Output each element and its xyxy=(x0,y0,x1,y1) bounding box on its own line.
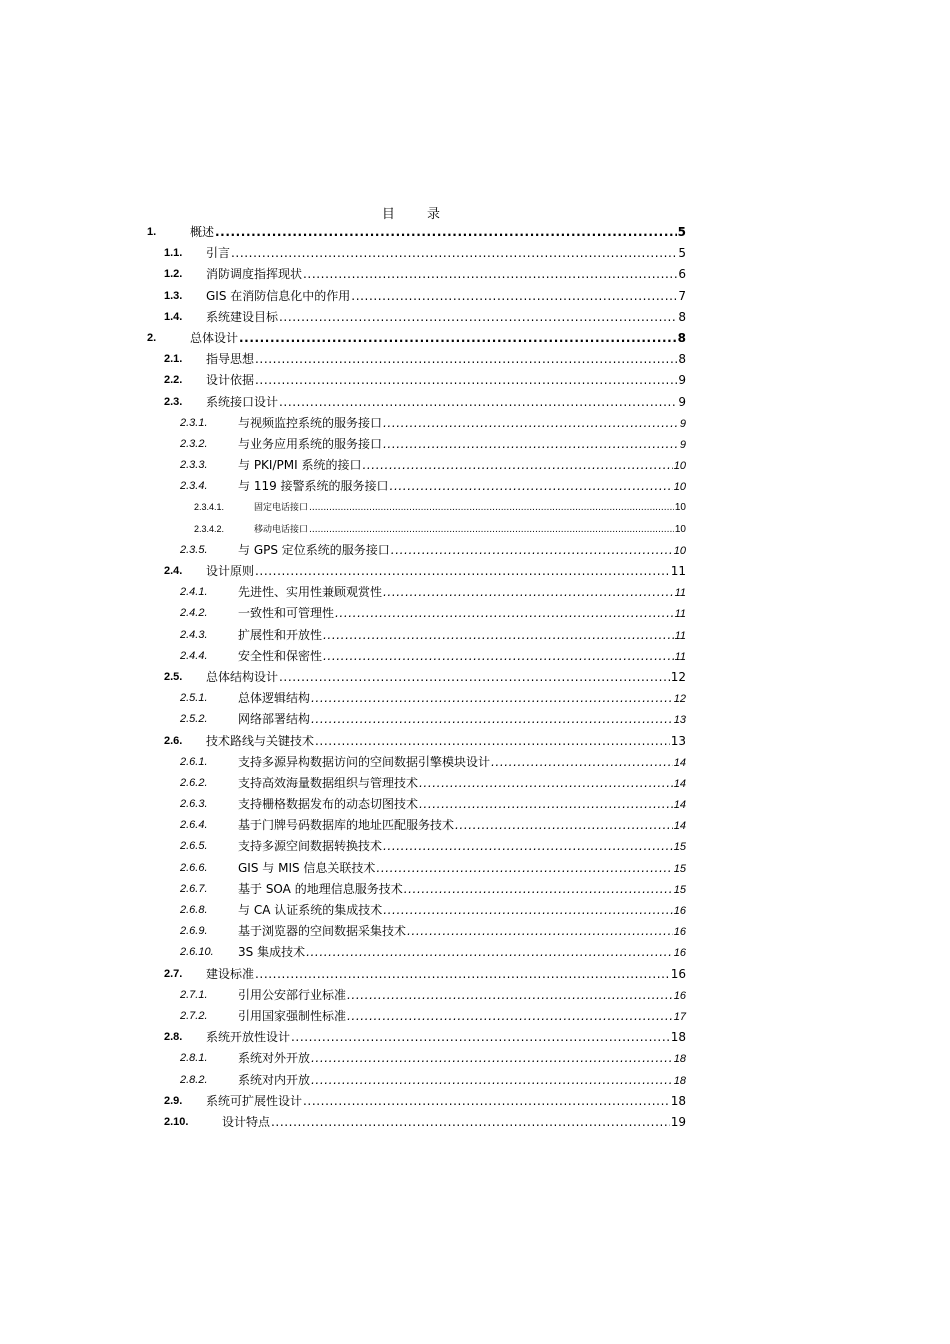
toc-entry[interactable] xyxy=(0,1006,950,1027)
toc-entry-page: 18 xyxy=(673,1053,686,1066)
toc-entry-line xyxy=(238,942,686,964)
toc-entry-number: 2.3. xyxy=(164,395,183,408)
dot-leader xyxy=(215,222,677,243)
toc-entry-page: 5 xyxy=(677,225,686,239)
dot-leader xyxy=(311,709,673,730)
toc-entry-number: 1.3. xyxy=(164,289,183,302)
toc-entry-number: 2.7.2. xyxy=(180,1009,208,1022)
toc-entry-page: 9 xyxy=(678,394,686,409)
toc-entry-number: 2.6.6. xyxy=(180,861,208,874)
toc-entry-text: GIS 在消防信息化中的作用 xyxy=(206,288,351,303)
toc-entry-page: 11 xyxy=(674,650,686,663)
toc-entry-text: 总体结构设计 xyxy=(206,669,279,684)
toc-entry-page: 16 xyxy=(673,926,686,939)
toc-entry-text: 基于门牌号码数据库的地址匹配服务技术 xyxy=(238,818,455,833)
dot-leader xyxy=(404,879,673,900)
dot-leader xyxy=(255,964,670,985)
toc-entry-line xyxy=(238,625,686,647)
dot-leader xyxy=(383,434,679,455)
dot-leader xyxy=(303,1091,670,1112)
toc-entry-line xyxy=(238,476,686,498)
toc-entry-text: 设计特点 xyxy=(222,1114,271,1129)
toc-entry[interactable] xyxy=(0,942,950,963)
toc-entry-number: 2.6.7. xyxy=(180,882,208,895)
toc-entry-text: 系统可扩展性设计 xyxy=(206,1093,303,1108)
dot-leader xyxy=(291,1027,670,1048)
toc-entry-text: 先进性、实用性兼顾观赏性 xyxy=(238,585,383,600)
toc-entry-line xyxy=(238,1006,686,1028)
toc-entry[interactable] xyxy=(0,773,950,794)
toc-entry-number: 2.4.1. xyxy=(180,586,208,599)
toc-entry-page: 10 xyxy=(673,544,686,557)
toc-entry-number: 2.6.3. xyxy=(180,798,208,811)
dot-leader xyxy=(383,582,674,603)
toc-entry-text: 系统对内开放 xyxy=(238,1072,311,1087)
toc-entry-line xyxy=(238,603,686,625)
toc-entry-text: 总体设计 xyxy=(190,330,239,345)
toc-entry[interactable] xyxy=(0,1112,950,1133)
toc-entry-line xyxy=(238,646,686,668)
dot-leader xyxy=(391,540,673,561)
toc-entry[interactable] xyxy=(0,349,950,370)
toc-entry-text: 系统建设目标 xyxy=(206,309,279,324)
toc-entry-text: 固定电话接口 xyxy=(254,503,309,514)
dot-leader xyxy=(362,455,672,476)
dot-leader xyxy=(255,561,670,582)
dot-leader xyxy=(383,900,673,921)
dot-leader xyxy=(279,667,670,688)
toc-entry-number: 2.3.5. xyxy=(180,543,208,556)
toc-entry-number: 2.1. xyxy=(164,353,183,366)
toc-entry[interactable] xyxy=(0,392,950,413)
toc-entry-page: 8 xyxy=(677,330,686,345)
toc-entry-page: 16 xyxy=(673,947,686,960)
toc-entry[interactable] xyxy=(0,836,950,857)
toc-entry[interactable] xyxy=(0,222,950,243)
toc-entry-text: 与 CA 认证系统的集成技术 xyxy=(238,903,383,917)
toc-entry-number: 2.6.5. xyxy=(180,840,208,853)
toc-entry-text: 设计原则 xyxy=(206,564,255,578)
toc-entry-page: 9 xyxy=(678,373,686,388)
toc-entry-number: 2.3.4. xyxy=(180,480,208,493)
toc-entry-number: 2.6. xyxy=(164,734,183,747)
dot-leader xyxy=(407,921,673,942)
dot-leader xyxy=(279,392,677,413)
toc-entry-number: 2.3.4.2. xyxy=(194,523,225,534)
toc-entry-text: 3S 集成技术 xyxy=(238,945,306,960)
toc-entry-page: 17 xyxy=(673,1010,686,1023)
toc-entry-text: 与业务应用系统的服务接口 xyxy=(238,436,383,451)
toc-entry[interactable] xyxy=(0,1091,950,1112)
toc-entry[interactable] xyxy=(0,307,950,328)
toc-entry[interactable] xyxy=(0,455,950,476)
toc-entry-page: 12 xyxy=(670,669,686,684)
dot-leader xyxy=(419,773,673,794)
toc-entry-text: 移动电话接口 xyxy=(254,524,309,535)
toc-entry-page: 16 xyxy=(673,989,686,1002)
toc-entry-line xyxy=(238,879,686,901)
toc-entry-number: 2.8.2. xyxy=(180,1073,208,1086)
dot-leader xyxy=(279,307,677,328)
toc-entry-text: 基于浏览器的空间数据采集技术 xyxy=(238,924,407,939)
toc-entry[interactable] xyxy=(0,243,950,264)
toc-title: 目 录 xyxy=(381,207,455,222)
toc-entry-line xyxy=(238,709,686,731)
toc-entry-page: 16 xyxy=(673,905,686,917)
toc-entry-line xyxy=(206,307,686,328)
toc-entry-page: 14 xyxy=(673,799,686,812)
toc-entry-text: 基于 SOA 的地理信息服务技术 xyxy=(238,881,403,896)
toc-entry[interactable] xyxy=(0,731,950,752)
toc-entry-text: 技术路线与关键技术 xyxy=(206,733,315,748)
toc-entry-number: 2.9. xyxy=(164,1094,183,1107)
toc-entry[interactable] xyxy=(0,603,950,624)
dot-leader xyxy=(376,858,672,879)
dot-leader xyxy=(231,243,677,264)
toc-entry-page: 14 xyxy=(673,756,686,769)
toc-entry[interactable] xyxy=(0,286,950,307)
toc-entry-page: 9 xyxy=(679,438,686,451)
toc-entry-number: 2.4.3. xyxy=(180,628,208,641)
toc-entry[interactable] xyxy=(0,519,950,540)
dot-leader xyxy=(347,985,673,1006)
toc-entry-number: 2.3.1. xyxy=(180,416,208,429)
toc-entry-line xyxy=(206,1091,686,1112)
dot-leader xyxy=(347,1006,673,1027)
toc-entry-line xyxy=(206,561,686,582)
toc-entry[interactable] xyxy=(0,815,950,836)
toc-entry[interactable] xyxy=(0,858,950,879)
toc-entry-line xyxy=(238,413,686,435)
toc-entry-number: 2.2. xyxy=(164,374,183,387)
toc-entry-number: 1.1. xyxy=(164,247,183,260)
toc-entry-text: 与 119 接警系统的服务接口 xyxy=(238,479,389,494)
toc-entry-page: 6 xyxy=(678,267,686,282)
dot-leader xyxy=(335,603,674,624)
toc-entry-page: 15 xyxy=(673,841,686,854)
toc-entry[interactable] xyxy=(0,921,950,942)
toc-entry-line xyxy=(206,667,686,688)
toc-entry-number: 2.6.9. xyxy=(180,925,208,938)
dot-leader xyxy=(419,794,673,815)
dot-leader xyxy=(309,498,674,519)
toc-entry-number: 2.6.8. xyxy=(180,904,208,916)
dot-leader xyxy=(383,413,679,434)
toc-entry-number: 2. xyxy=(147,331,157,344)
dot-leader xyxy=(311,1070,673,1091)
toc-entry-page: 9 xyxy=(679,417,686,430)
toc-entry-page: 18 xyxy=(670,1093,686,1108)
toc-entry[interactable] xyxy=(0,476,950,497)
toc-entry-text: 安全性和保密性 xyxy=(238,648,323,663)
toc-entry-line xyxy=(254,519,686,541)
toc-entry[interactable] xyxy=(0,985,950,1006)
toc-entry[interactable] xyxy=(0,709,950,730)
toc-entry-text: 支持高效海量数据组织与管理技术 xyxy=(238,775,419,790)
toc-entry-line xyxy=(238,858,686,880)
toc-entry-line xyxy=(238,836,686,858)
toc-entry-page: 10 xyxy=(674,523,686,535)
toc-entry[interactable] xyxy=(0,497,950,518)
toc-entry-line xyxy=(238,688,686,710)
toc-entry-line xyxy=(238,752,686,774)
toc-entry[interactable] xyxy=(0,900,950,921)
toc-entry[interactable] xyxy=(0,879,950,900)
toc-entry[interactable] xyxy=(0,646,950,667)
toc-entry-number: 2.6.10. xyxy=(180,946,214,959)
dot-leader xyxy=(455,815,673,836)
toc-entry-line xyxy=(238,582,686,604)
toc-entry-line xyxy=(206,264,686,285)
toc-entry-text: 支持多源空间数据转换技术 xyxy=(238,839,383,854)
toc-entry-text: 总体逻辑结构 xyxy=(238,691,311,706)
toc-entry-page: 7 xyxy=(678,288,686,303)
dot-leader xyxy=(311,688,673,709)
toc-entry-text: 一致性和可管理性 xyxy=(238,606,335,621)
toc-entry-line xyxy=(238,455,686,477)
toc-entry-text: 扩展性和开放性 xyxy=(238,627,323,642)
toc-entry-page: 15 xyxy=(673,862,686,875)
toc-entry[interactable] xyxy=(0,328,950,349)
dot-leader xyxy=(315,731,670,752)
toc-entry-number: 2.8. xyxy=(164,1031,183,1044)
dot-leader xyxy=(255,349,677,370)
toc-entry-text: GIS 与 MIS 信息关联技术 xyxy=(238,860,376,875)
toc-entry-line xyxy=(238,773,686,795)
toc-entry-text: 支持栅格数据发布的动态切图技术 xyxy=(238,797,419,812)
toc-entry-text: 与 PKI/PMI 系统的接口 xyxy=(238,458,362,473)
toc-entry-number: 2.5.2. xyxy=(180,713,208,726)
toc-entry-number: 2.3.2. xyxy=(180,437,208,450)
toc-entry-line xyxy=(190,328,686,349)
toc-entry-line xyxy=(238,1048,686,1070)
toc-entry-page: 11 xyxy=(674,587,686,600)
toc-entry[interactable] xyxy=(0,413,950,434)
toc-entry-text: 系统接口设计 xyxy=(206,394,279,409)
toc-entry-number: 2.4.2. xyxy=(180,607,208,620)
toc-entry-line xyxy=(206,1027,686,1048)
dot-leader xyxy=(239,328,677,349)
dot-leader xyxy=(390,476,673,497)
dot-leader xyxy=(306,942,673,963)
toc-entry-text: 指导思想 xyxy=(206,352,255,367)
toc-entry-line xyxy=(238,921,686,943)
toc-entry-page: 13 xyxy=(673,714,686,727)
toc-entry-text: 消防调度指挥现状 xyxy=(206,267,303,282)
toc-entry[interactable] xyxy=(0,434,950,455)
toc-entry-page: 10 xyxy=(674,502,686,514)
toc-entry-line xyxy=(206,731,686,752)
toc-entry-line xyxy=(206,286,686,307)
toc-entry-number: 2.6.1. xyxy=(180,755,208,768)
toc-entry[interactable] xyxy=(0,1070,950,1091)
toc-entry-number: 2.7.1. xyxy=(180,988,208,1001)
toc-entry-page: 13 xyxy=(670,733,686,748)
toc-entry[interactable] xyxy=(0,964,950,985)
dot-leader xyxy=(255,370,677,391)
toc-entry-number: 2.4. xyxy=(164,565,183,577)
toc-entry[interactable] xyxy=(0,264,950,285)
dot-leader xyxy=(491,752,673,773)
toc-entry-number: 1.2. xyxy=(164,268,183,281)
toc-entry-number: 2.3.4.1. xyxy=(194,502,225,513)
toc-entry-page: 5 xyxy=(678,246,686,261)
toc-entry-page: 12 xyxy=(673,693,686,706)
table-of-contents xyxy=(0,222,950,1133)
toc-entry-line xyxy=(238,540,686,562)
toc-entry-line xyxy=(254,497,686,519)
toc-entry-page: 8 xyxy=(678,352,686,367)
toc-entry-number: 2.6.2. xyxy=(180,776,208,789)
toc-entry-line xyxy=(206,349,686,370)
toc-entry-line xyxy=(190,222,686,243)
toc-entry[interactable] xyxy=(0,582,950,603)
toc-entry[interactable] xyxy=(0,540,950,561)
toc-entry-page: 10 xyxy=(673,460,686,473)
toc-entry-number: 2.7. xyxy=(164,967,183,980)
toc-entry-page: 18 xyxy=(670,1030,686,1045)
toc-entry-page: 18 xyxy=(673,1074,686,1087)
toc-entry-line xyxy=(238,434,686,456)
dot-leader xyxy=(271,1112,670,1133)
dot-leader xyxy=(351,286,677,307)
toc-entry-text: 系统开放性设计 xyxy=(206,1030,291,1045)
toc-entry-text: 建设标准 xyxy=(206,966,255,981)
toc-entry-page: 8 xyxy=(678,309,686,324)
toc-entry-page: 10 xyxy=(673,481,686,494)
toc-entry-number: 2.10. xyxy=(164,1115,189,1128)
toc-entry-page: 15 xyxy=(673,883,686,896)
toc-entry-text: 概述 xyxy=(190,225,215,239)
toc-entry-page: 16 xyxy=(670,966,686,981)
toc-entry-page: 11 xyxy=(674,629,686,642)
toc-entry-line xyxy=(206,392,686,413)
toc-entry-page: 19 xyxy=(670,1114,686,1129)
toc-entry[interactable] xyxy=(0,370,950,391)
toc-entry-number: 2.4.4. xyxy=(180,649,208,662)
dot-leader xyxy=(323,646,674,667)
toc-entry-number: 2.5. xyxy=(164,670,183,683)
toc-entry-line xyxy=(206,370,686,391)
toc-entry[interactable] xyxy=(0,794,950,815)
toc-entry-number: 2.3.3. xyxy=(180,459,208,472)
toc-entry-number: 1. xyxy=(147,226,157,238)
toc-entry[interactable] xyxy=(0,625,950,646)
toc-entry-text: 与 GPS 定位系统的服务接口 xyxy=(238,542,390,557)
toc-entry-text: 支持多源异构数据访问的空间数据引擎模块设计 xyxy=(238,754,491,769)
toc-entry-line xyxy=(238,794,686,816)
toc-entry[interactable] xyxy=(0,1048,950,1069)
toc-entry-text: 引用国家强制性标准 xyxy=(238,1008,347,1023)
toc-entry-line xyxy=(238,815,686,837)
toc-entry-page: 11 xyxy=(670,564,686,578)
toc-entry-number: 1.4. xyxy=(164,310,183,323)
toc-entry-text: 引用公安部行业标准 xyxy=(238,987,347,1002)
toc-entry-number: 2.8.1. xyxy=(180,1052,208,1065)
toc-entry-text: 网络部署结构 xyxy=(238,712,311,727)
toc-entry-text: 与视频监控系统的服务接口 xyxy=(238,415,383,430)
toc-entry-number: 2.6.4. xyxy=(180,819,208,832)
dot-leader xyxy=(309,520,674,541)
toc-entry-page: 14 xyxy=(673,820,686,833)
toc-entry-page: 14 xyxy=(673,777,686,790)
dot-leader xyxy=(383,836,673,857)
toc-entry-line xyxy=(206,964,686,985)
toc-entry-line xyxy=(222,1112,686,1133)
toc-entry-line xyxy=(238,900,686,922)
toc-entry[interactable] xyxy=(0,561,950,582)
toc-entry-text: 系统对外开放 xyxy=(238,1051,311,1066)
toc-entry[interactable] xyxy=(0,667,950,688)
toc-entry-page: 11 xyxy=(674,608,686,621)
dot-leader xyxy=(311,1048,673,1069)
toc-entry-line xyxy=(238,985,686,1007)
dot-leader xyxy=(303,264,677,285)
toc-entry-line xyxy=(206,243,686,264)
dot-leader xyxy=(323,625,674,646)
toc-entry[interactable] xyxy=(0,752,950,773)
toc-entry-line xyxy=(238,1070,686,1092)
toc-entry-text: 设计依据 xyxy=(206,373,255,388)
toc-entry[interactable] xyxy=(0,1027,950,1048)
toc-entry-number: 2.5.1. xyxy=(180,692,208,705)
toc-entry[interactable] xyxy=(0,688,950,709)
toc-entry-text: 引言 xyxy=(206,246,231,261)
